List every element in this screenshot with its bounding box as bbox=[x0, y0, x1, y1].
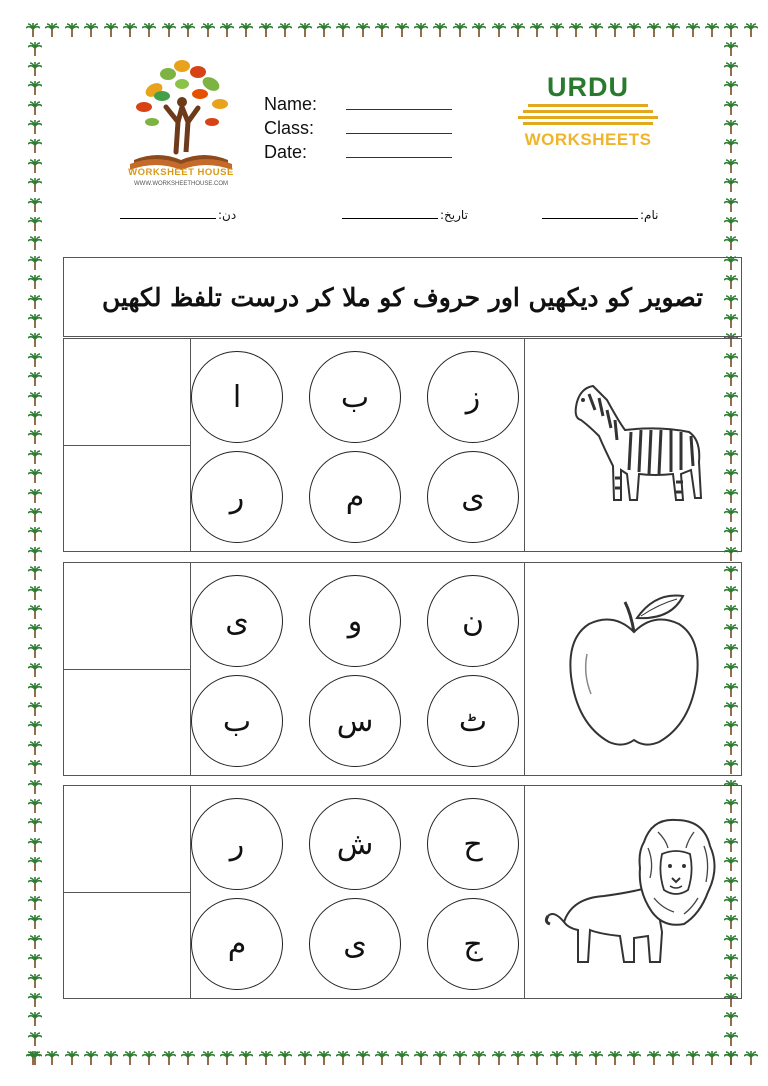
zebra-icon bbox=[559, 370, 709, 520]
letter-circle[interactable]: م bbox=[191, 898, 283, 990]
urdu-day-line[interactable] bbox=[120, 218, 216, 219]
urdu-name-line[interactable] bbox=[542, 218, 638, 219]
palm-tree-icon bbox=[433, 1050, 447, 1064]
palm-tree-icon bbox=[65, 1050, 79, 1064]
exercise-section-zebra bbox=[63, 338, 742, 552]
letter-circle[interactable]: ر bbox=[191, 451, 283, 543]
letter-grid bbox=[191, 563, 525, 775]
letter-circle[interactable]: ج bbox=[427, 898, 519, 990]
palm-tree-icon bbox=[744, 1050, 758, 1064]
name-line[interactable] bbox=[346, 109, 452, 110]
letter-grid bbox=[191, 786, 525, 998]
palm-tree-icon bbox=[744, 22, 758, 36]
letter-circle[interactable]: ز bbox=[427, 351, 519, 443]
zebra-image bbox=[526, 339, 741, 551]
palm-tree-icon bbox=[181, 1050, 195, 1064]
apple-image bbox=[526, 563, 741, 775]
answer-column bbox=[64, 563, 191, 775]
palm-tree-icon bbox=[724, 1050, 738, 1064]
answer-box[interactable] bbox=[64, 563, 190, 670]
exercise-section-apple bbox=[63, 562, 742, 776]
letter-circle[interactable]: ٹ bbox=[427, 675, 519, 767]
answer-box[interactable] bbox=[64, 786, 190, 893]
palm-tree-icon bbox=[492, 1050, 506, 1064]
class-line[interactable] bbox=[346, 133, 452, 134]
palm-tree-icon bbox=[608, 1050, 622, 1064]
letter-circle[interactable]: ا bbox=[191, 351, 283, 443]
urdu-name-label: نام: bbox=[640, 208, 659, 222]
palm-tree-icon bbox=[28, 1050, 42, 1064]
palm-tree-icon bbox=[356, 1050, 370, 1064]
worksheets-title: WORKSHEETS bbox=[524, 130, 652, 149]
palm-tree-icon bbox=[550, 1050, 564, 1064]
palm-tree-icon bbox=[84, 1050, 98, 1064]
date-label: Date: bbox=[264, 142, 308, 162]
brand-name: WORKSHEET HOUSE bbox=[128, 167, 234, 178]
urdu-day-field[interactable] bbox=[120, 208, 236, 222]
palm-tree-icon bbox=[259, 1050, 273, 1064]
palm-tree-icon bbox=[142, 1050, 156, 1064]
letter-circle[interactable]: و bbox=[309, 575, 401, 667]
name-label: Name: bbox=[264, 94, 318, 114]
name-row bbox=[264, 90, 452, 114]
palm-tree-icon bbox=[589, 1050, 603, 1064]
lion-icon bbox=[544, 812, 724, 972]
palm-tree-icon bbox=[239, 1050, 253, 1064]
letter-circle[interactable]: ب bbox=[191, 675, 283, 767]
answer-column bbox=[64, 339, 191, 551]
palm-tree-icon bbox=[569, 1050, 583, 1064]
date-row bbox=[264, 138, 452, 162]
letter-circle[interactable]: ی bbox=[309, 898, 401, 990]
urdu-date-label: تاریخ: bbox=[440, 208, 468, 222]
urdu-date-field[interactable] bbox=[342, 208, 468, 222]
answer-box[interactable] bbox=[64, 445, 190, 551]
student-info-form bbox=[264, 90, 452, 162]
urdu-info-fields bbox=[30, 208, 736, 238]
palm-tree-icon bbox=[666, 1050, 680, 1064]
letter-circle[interactable]: ن bbox=[427, 575, 519, 667]
answer-box[interactable] bbox=[64, 892, 190, 998]
apple-icon bbox=[559, 584, 709, 754]
letter-circle[interactable]: ر bbox=[191, 798, 283, 890]
answer-box[interactable] bbox=[64, 669, 190, 775]
palm-tree-icon bbox=[511, 1050, 525, 1064]
palm-tree-icon bbox=[375, 1050, 389, 1064]
letter-circle[interactable]: م bbox=[309, 451, 401, 543]
palm-tree-icon bbox=[336, 1050, 350, 1064]
palm-tree-icon bbox=[201, 1050, 215, 1064]
letter-circle[interactable]: س bbox=[309, 675, 401, 767]
urdu-title: URDU bbox=[547, 72, 629, 102]
class-row bbox=[264, 114, 452, 138]
palm-tree-icon bbox=[220, 1050, 234, 1064]
title-underline-bars bbox=[518, 104, 658, 128]
date-line[interactable] bbox=[346, 157, 452, 158]
palm-tree-icon bbox=[395, 1050, 409, 1064]
palm-tree-icon bbox=[162, 1050, 176, 1064]
letter-circle[interactable]: ب bbox=[309, 351, 401, 443]
lion-image bbox=[526, 786, 741, 998]
urdu-name-field[interactable] bbox=[542, 208, 658, 222]
letter-circle[interactable]: ی bbox=[191, 575, 283, 667]
palm-tree-icon bbox=[472, 1050, 486, 1064]
answer-column bbox=[64, 786, 191, 998]
palm-tree-icon bbox=[123, 1050, 137, 1064]
palm-tree-icon bbox=[45, 1050, 59, 1064]
worksheet-header bbox=[30, 32, 736, 202]
letter-circle[interactable]: ی bbox=[427, 451, 519, 543]
letter-circle[interactable]: ح bbox=[427, 798, 519, 890]
palm-tree-icon bbox=[647, 1050, 661, 1064]
palm-tree-icon bbox=[627, 1050, 641, 1064]
palm-tree-icon bbox=[705, 1050, 719, 1064]
exercise-section-lion bbox=[63, 785, 742, 999]
worksheet-page bbox=[30, 32, 736, 1052]
palm-tree-icon bbox=[530, 1050, 544, 1064]
palm-tree-icon bbox=[104, 1050, 118, 1064]
brand-url: WWW.WORKSHEETHOUSE.COM bbox=[134, 181, 228, 187]
palm-tree-icon bbox=[317, 1050, 331, 1064]
palm-tree-icon bbox=[278, 1050, 292, 1064]
urdu-date-line[interactable] bbox=[342, 218, 438, 219]
urdu-day-label: دن: bbox=[218, 208, 237, 222]
answer-box[interactable] bbox=[64, 339, 190, 446]
letter-grid bbox=[191, 339, 525, 551]
class-label: Class: bbox=[264, 118, 315, 138]
letter-circle[interactable]: ش bbox=[309, 798, 401, 890]
palm-tree-icon bbox=[414, 1050, 428, 1064]
instruction-banner: تصویر کو دیکھیں اور حروف کو ملا کر درست تلفظ لکھیں bbox=[63, 257, 742, 337]
palm-tree-icon bbox=[298, 1050, 312, 1064]
palm-tree-icon bbox=[453, 1050, 467, 1064]
palm-tree-icon bbox=[686, 1050, 700, 1064]
